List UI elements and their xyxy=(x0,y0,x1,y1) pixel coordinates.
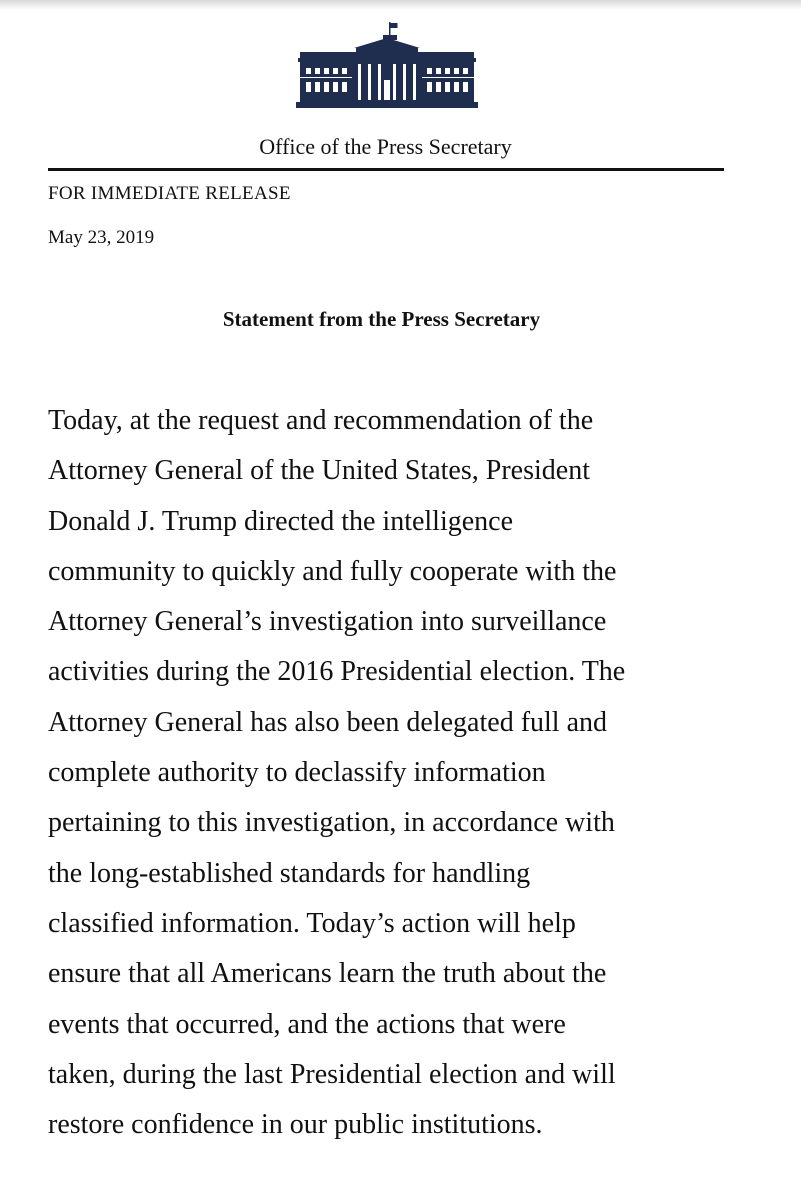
body-line: classified information. Today’s action will help xyxy=(48,907,576,939)
body-line: community to quickly and fully cooperate with the xyxy=(48,555,617,587)
body-line: Donald J. Trump directed the intelligence xyxy=(48,505,514,537)
body-line: pertaining to this investigation, in accordance with xyxy=(48,807,615,839)
release-date: May 23, 2019 xyxy=(48,227,155,248)
statement-body xyxy=(48,396,738,1150)
body-line: ensure that all Americans learn the truth about the xyxy=(48,958,607,990)
release-label: FOR IMMEDIATE RELEASE xyxy=(48,183,291,204)
body-line: activities during the 2016 Presidential election. The xyxy=(48,656,626,688)
body-line: events that occurred, and the actions that were xyxy=(48,1008,566,1040)
body-line: taken, during the last Presidential election and will xyxy=(48,1058,616,1090)
body-line: restore confidence in our public institutions. xyxy=(48,1109,543,1141)
body-line: Today, at the request and recommendation of the xyxy=(48,405,594,436)
top-edge-shadow xyxy=(0,0,801,10)
body-line: Attorney General has also been delegated full and xyxy=(48,706,608,738)
office-name: Office of the Press Secretary xyxy=(259,134,512,159)
statement-title: Statement from the Press Secretary xyxy=(222,307,541,331)
body-line: the long-established standards for handling xyxy=(48,857,531,889)
header-divider xyxy=(48,168,724,171)
white-house-icon xyxy=(296,20,478,110)
body-line: complete authority to declassify information xyxy=(48,757,546,789)
body-line: Attorney General of the United States, President xyxy=(48,455,590,487)
body-line: Attorney General’s investigation into surveillance xyxy=(48,606,607,638)
